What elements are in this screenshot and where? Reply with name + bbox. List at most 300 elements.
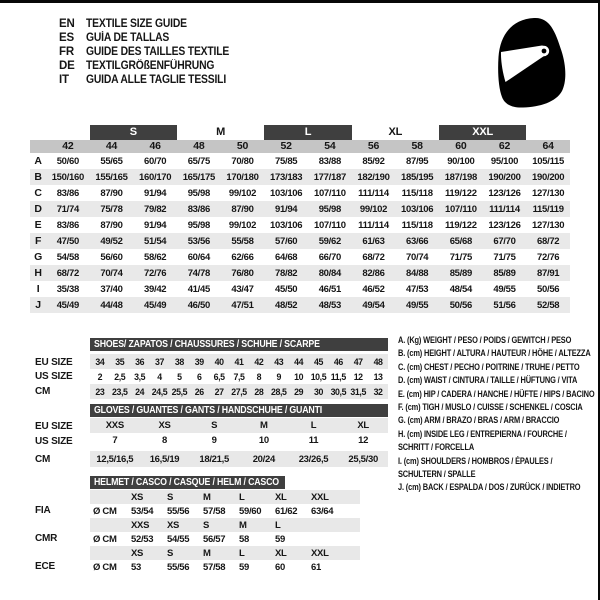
gloves-size-table [90,404,388,467]
shoes-value: 30,5 [330,386,347,397]
language-code: EN [59,18,75,30]
helmet-standard-ece-label: ECE [35,561,55,572]
measurement-row [30,233,570,249]
shoes-size-table [90,338,388,399]
shoes-value: 30 [313,386,323,397]
measurement-value: 79/82 [144,203,167,215]
shoes-row [90,354,388,369]
gloves-value: XXS [105,420,124,431]
gloves-value: 25,5/30 [348,453,378,465]
measurement-value: 155/165 [95,171,128,183]
size-column-header: 46 [149,140,161,152]
helmet-size-table [90,476,360,574]
measurement-value: 51/56 [493,299,516,311]
gloves-title-bar [90,404,388,417]
measurement-value: 35/38 [56,283,79,295]
language-code: IT [59,74,69,86]
language-code: FR [59,46,74,58]
helmet-size-label: XS [131,547,144,559]
measurement-value: 84/88 [406,267,429,279]
helmet-table-title: HELMET / CASCO / CASQUE / HELM / CASCO [94,477,279,488]
helmet-size-label: XS [131,491,144,503]
language-code: DE [59,60,75,72]
helmet-value-row [90,532,360,546]
gloves-value: 20/24 [252,453,275,465]
legend-item-line: F. (cm) TIGH / MUSLO / CUISSE / SCHENKEL / COSCIA [398,402,583,413]
measurement-value: 68/72 [362,251,385,263]
size-group-header: M [216,126,226,138]
shoes-value: 41 [234,356,244,367]
helmet-diameter-value: 59 [239,561,249,573]
gloves-value: XS [158,420,171,431]
measurement-value: 111/114 [489,203,520,215]
measurement-value: 62/66 [231,251,254,263]
legend-item-line: A. (Kg) WEIGHT / PESO / POIDS / GEWITCH / PESO [398,335,572,345]
measurement-value: 160/170 [139,171,172,183]
diameter-label: Ø CM [93,505,117,517]
measurement-value: 107/110 [313,187,346,199]
measurement-value: 190/200 [488,171,521,183]
gloves-eu-size-label: EU SIZE [35,421,73,432]
helmet-size-row [90,546,360,560]
measurement-value: 74/78 [187,267,210,279]
row-letter: H [34,267,42,279]
shoes-us-size-label: US SIZE [35,371,73,382]
measurement-value: 71/74 [56,203,79,215]
measurement-value: 91/94 [144,187,167,199]
shoes-value: 44 [294,356,304,367]
measurement-value: 60/64 [187,251,210,263]
helmet-diameter-value: 61/62 [275,505,298,517]
measurement-value: 65/68 [449,235,472,247]
measurement-value: 87/90 [231,203,254,215]
measurement-value: 119/122 [444,187,477,199]
gloves-value: 16,5/19 [149,453,180,465]
helmet-diameter-value: 60 [275,561,285,573]
shoes-row [90,369,388,384]
legend-item-line: D. (cm) WAIST / CINTURA / TAILLE / HÜFTUNG / VITA [398,375,578,386]
size-number-row [30,140,570,153]
gloves-value: L [310,420,317,431]
measurement-value: 82/86 [362,267,385,279]
gloves-us-size-label: US SIZE [35,436,73,447]
measurement-value: 48/52 [275,299,298,311]
measurement-value: 56/60 [100,251,123,263]
measurement-value: 95/98 [187,219,210,231]
language-row [59,17,245,31]
measurement-value: 68/72 [537,235,560,247]
helmet-value-row [90,504,360,518]
helmet-size-row [90,490,360,504]
measurement-value: 49/55 [406,299,429,311]
measurement-value: 90/100 [447,155,475,167]
measurement-value: 75/85 [275,155,298,167]
shoes-value: 10 [294,371,304,382]
shoes-value: 37 [155,356,165,367]
measurement-value: 99/102 [228,187,257,199]
gloves-rows [90,418,388,467]
measurement-value: 41/45 [187,283,210,295]
measurement-value: 85/89 [493,267,516,279]
measurement-value: 165/175 [182,171,215,183]
shoes-value: 6,5 [213,371,225,382]
measurement-value: 70/80 [231,155,254,167]
size-column-header: 42 [62,140,74,152]
measurement-value: 99/102 [228,219,257,231]
shoes-value: 35 [115,356,125,367]
measurement-value: 87/90 [100,219,123,231]
legend-item-line: C. (cm) CHEST / PECHO / POITRINE / TRUHE / PETTO [398,361,580,372]
row-letter: B [34,171,42,183]
measurement-value: 107/110 [313,219,346,231]
measurement-rows [30,153,570,313]
shoes-value: 23 [95,386,105,397]
helmet-value-row [90,560,360,574]
measurement-value: 85/92 [362,155,385,167]
gloves-value: 12 [358,435,369,446]
size-column-header: 64 [542,140,554,152]
legend-item-line: G. (cm) ARM / BRAZO / BRAS / ARM / BRACCIO [398,415,560,426]
size-group-header: S [90,125,177,140]
helmet-diameter-value: 53/54 [131,505,154,517]
size-column-header: 56 [367,140,380,152]
measurement-value: 47/50 [56,235,79,247]
legend-item-line: I. (cm) SHOULDERS / HOMBROS / ÉPAULES / [398,455,553,466]
measurement-value: 46/51 [318,283,341,295]
measurement-value: 95/100 [490,155,519,167]
shoes-value: 2 [97,371,103,382]
measurement-row [30,153,570,169]
shoes-value: 43 [274,356,284,367]
helmet-title-bar [90,476,285,489]
size-column-header: 48 [193,140,205,152]
measurement-value: 115/118 [401,219,433,231]
size-group-header-row [30,123,570,140]
shoes-value: 4 [157,371,162,382]
shoes-eu-size-label: EU SIZE [35,357,73,368]
size-column-header: 50 [236,140,249,152]
measurement-value: 59/62 [318,235,341,247]
measurement-value: 71/75 [493,251,516,263]
legend-item-line: SCHRITT / FORCELLA [398,442,475,453]
shoes-value: 23,5 [112,386,128,397]
helmet-diameter-value: 54/55 [167,533,190,545]
measurement-value: 72/76 [537,251,560,263]
row-letter: C [34,187,42,199]
shoes-value: 36 [135,356,145,367]
shoes-value: 24 [135,386,145,397]
diameter-label: Ø CM [93,533,117,545]
helmet-size-label: XXL [311,491,329,503]
helmet-diameter-value: 59 [275,533,285,545]
shoes-value: 12 [353,371,363,382]
shoes-rows [90,354,388,399]
helmet-diameter-value: 57/58 [203,505,226,517]
measurement-value: 50/60 [56,155,79,167]
shoes-value: 6 [197,371,202,382]
measurement-value: 127/130 [532,219,565,231]
size-group-header: L [264,125,351,140]
measurement-value: 49/55 [493,283,516,295]
measurement-row [30,281,570,297]
helmet-diameter-value: 57/58 [203,561,226,573]
language-code: ES [59,32,74,44]
measurement-value: 43/47 [231,283,254,295]
shoes-value: 34 [95,356,105,367]
measurement-value: 37/40 [100,283,123,295]
shoes-value: 25,5 [171,386,188,397]
measurement-value: 67/70 [493,235,516,247]
diameter-label: Ø CM [93,561,117,573]
language-title: GUÍA DE TALLAS [86,32,170,44]
measurement-value: 52/58 [537,299,560,311]
measurement-value: 49/54 [362,299,385,311]
measurement-value: 58/62 [144,251,167,263]
measurement-value: 115/118 [401,187,433,199]
shoes-value: 45 [313,356,323,367]
measurement-value: 46/52 [362,283,385,295]
helmet-size-label: S [167,547,174,559]
measurement-value: 50/56 [537,283,560,295]
measurement-value: 85/89 [449,267,472,279]
helmet-diameter-value: 55/56 [167,505,190,517]
measurement-value: 76/80 [231,267,254,279]
shoes-value: 29 [294,386,304,397]
helmet-standard-cmr-label: CMR [35,533,58,544]
measurement-value: 185/195 [401,171,434,183]
language-title: GUIDE DES TAILLES TEXTILE [86,46,230,58]
measurement-value: 55/65 [100,155,123,167]
shoes-value: 7,5 [233,371,245,382]
helmet-size-label: M [203,491,211,503]
gloves-value: M [260,420,268,431]
measurement-value: 127/130 [532,187,565,199]
shoes-value: 32 [373,386,383,397]
measurement-value: 115/119 [532,203,564,215]
helmet-size-label: XXS [131,519,150,531]
shoes-table-title: SHOES/ ZAPATOS / CHAUSSURES / SCHUHE / SCARPE [94,339,320,350]
helmet-size-label: L [239,547,245,559]
measurement-value: 170/180 [226,171,259,183]
gloves-value: 11 [308,435,319,446]
gloves-row [90,451,388,467]
measurement-value: 65/75 [187,155,210,167]
measurement-value: 39/42 [144,283,167,295]
size-column-header: 58 [411,140,423,152]
measurement-value: 173/183 [270,171,303,183]
shoes-value: 42 [254,356,264,367]
measurement-value: 47/53 [406,283,429,295]
helmet-rows [90,490,360,574]
helmet-standard-fia-label: FIA [35,505,51,516]
measurement-value: 95/98 [187,187,210,199]
helmet-size-label: XXL [311,547,329,559]
measurement-row [30,297,570,313]
measurement-row [30,201,570,217]
gloves-row [90,433,388,448]
size-group-header: XL [388,126,403,138]
measurement-value: 95/98 [318,203,341,215]
measurement-value: 105/115 [532,155,565,167]
language-row [59,31,245,45]
measurement-value: 150/160 [51,171,84,183]
helmet-size-row [90,518,360,532]
legend-item-line: B. (cm) HEIGHT / ALTURA / HAUTEUR / HÖHE / ALTEZZA [398,348,591,359]
helmet-diameter-value: 55/56 [167,561,190,573]
gloves-value: 10 [258,435,269,446]
shoes-value: 38 [174,356,184,367]
helmet-diameter-value: 52/53 [131,533,154,545]
measurement-value: 45/49 [144,299,167,311]
shoes-value: 2,5 [114,371,126,382]
row-letter: F [34,235,42,247]
shoes-value: 39 [194,356,204,367]
shoes-value: 3,5 [134,371,146,382]
helmet-diameter-value: 58 [239,533,249,545]
gloves-value: 18/21,5 [199,453,229,465]
row-letter: J [35,299,41,311]
measurement-value: 177/187 [313,171,346,183]
shoes-value: 5 [177,371,182,382]
shoes-value: 47 [353,356,363,367]
language-title-list [59,17,245,87]
legend-item-line: J. (cm) BACK / ESPALDA / DOS / ZURÜCK / INDIETRO [398,482,581,493]
language-title: TEXTILGRÖßENFÜHRUNG [86,60,215,72]
helmet-size-label: S [203,519,210,531]
measurement-value: 75/78 [100,203,123,215]
shoes-cm-label: CM [35,386,51,397]
language-row [59,73,245,87]
shoes-value: 48 [373,356,383,367]
measurement-value: 49/52 [100,235,123,247]
measurement-value: 103/106 [270,219,303,231]
shoes-value: 46 [333,356,343,367]
textile-size-table [30,123,570,313]
shoes-value: 27,5 [231,386,247,397]
measurement-row [30,217,570,233]
measurement-value: 64/68 [275,251,298,263]
gloves-value: 9 [211,435,217,446]
measurement-value: 70/74 [406,251,429,263]
helmet-diameter-value: 56/57 [203,533,226,545]
shoes-row [90,384,388,399]
measurement-legend [398,334,598,495]
measurement-value: 103/106 [401,203,434,215]
size-column-header: 44 [105,140,118,152]
measurement-value: 103/106 [270,187,303,199]
gloves-value: 8 [162,435,167,446]
shoes-value: 40 [214,356,224,367]
shoes-value: 10,5 [310,371,327,382]
size-column-header: 60 [455,140,467,152]
shoes-value: 28 [254,386,264,397]
measurement-value: 83/86 [56,219,79,231]
gloves-row [90,418,388,433]
shoes-value: 31,5 [350,386,366,397]
measurement-value: 99/102 [359,203,388,215]
measurement-value: 45/50 [275,283,298,295]
shoes-title-bar [90,338,388,351]
measurement-value: 111/114 [358,187,389,199]
helmet-diameter-value: 59/60 [239,505,262,517]
helmet-size-label: XS [167,519,180,531]
row-letter: E [34,219,42,231]
shoes-value: 26 [194,386,204,397]
measurement-value: 107/110 [444,203,477,215]
measurement-row [30,249,570,265]
gloves-table-title: GLOVES / GUANTES / GANTS / HANDSCHUHE / GUANTI [94,405,323,416]
shoes-value: 13 [373,371,383,382]
row-letter: A [34,155,42,167]
measurement-value: 70/74 [100,267,123,279]
measurement-value: 51/54 [144,235,167,247]
measurement-value: 123/126 [488,219,521,231]
measurement-value: 123/126 [488,187,521,199]
measurement-value: 48/53 [318,299,341,311]
measurement-value: 45/49 [56,299,79,311]
helmet-size-label: L [275,519,281,531]
row-letter: I [36,283,40,295]
helmet-icon [492,15,570,110]
top-border [0,0,600,3]
measurement-row [30,265,570,281]
size-column-header: 62 [498,140,511,152]
helmet-size-label: S [167,491,174,503]
measurement-value: 55/58 [231,235,254,247]
measurement-value: 83/86 [56,187,79,199]
measurement-value: 54/58 [56,251,79,263]
size-column-header: 52 [280,140,292,152]
measurement-value: 50/56 [449,299,472,311]
measurement-value: 87/90 [100,187,123,199]
measurement-value: 182/190 [357,171,390,183]
measurement-value: 87/91 [537,267,560,279]
helmet-diameter-value: 63/64 [311,505,334,517]
measurement-value: 119/122 [444,219,477,231]
measurement-value: 187/198 [444,171,477,183]
measurement-value: 78/82 [275,267,298,279]
measurement-value: 47/51 [231,299,254,311]
measurement-value: 57/60 [275,235,298,247]
measurement-value: 72/76 [144,267,167,279]
helmet-diameter-value: 53 [131,561,141,573]
measurement-value: 91/94 [144,219,167,231]
measurement-value: 71/75 [449,251,472,263]
shoes-value: 9 [276,371,281,382]
helmet-diameter-value: 61 [311,561,321,573]
measurement-value: 87/95 [406,155,429,167]
shoes-value: 8 [256,371,262,382]
language-row [59,45,245,59]
measurement-value: 66/70 [318,251,341,263]
measurement-value: 44/48 [100,299,123,311]
legend-item-line: SCHULTERN / SPALLE [398,469,476,480]
gloves-value: 7 [112,435,118,446]
measurement-value: 190/200 [532,171,565,183]
gloves-value: 23/26,5 [298,453,329,465]
measurement-value: 63/66 [406,235,429,247]
language-row [59,59,245,73]
gloves-cm-label: CM [35,454,51,465]
measurement-row [30,185,570,201]
helmet-size-label: M [203,547,211,559]
language-title: GUIDA ALLE TAGLIE TESSILI [86,74,227,86]
helmet-size-label: M [239,519,247,531]
helmet-size-label: XL [275,491,287,503]
measurement-value: 83/86 [187,203,210,215]
measurement-value: 111/114 [358,219,389,231]
size-group-header: XXL [439,125,526,140]
